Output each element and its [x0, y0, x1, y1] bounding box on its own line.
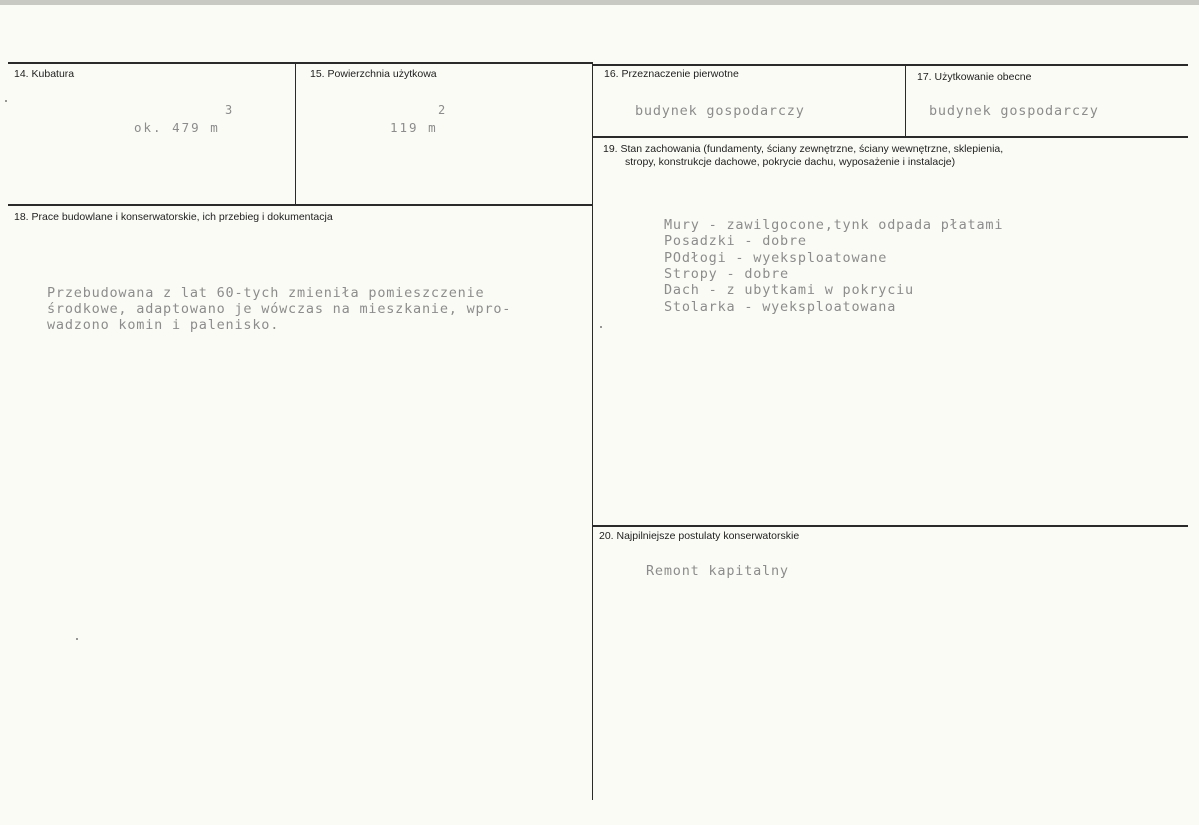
- vline-14-15: [295, 63, 296, 204]
- field-19-line: Stropy - dobre: [664, 266, 789, 282]
- field-17-value: budynek gospodarczy: [929, 103, 1099, 119]
- divider-f20: [593, 525, 1188, 527]
- scan-speck: [76, 638, 78, 640]
- divider-top-right: [593, 64, 1188, 66]
- field-14-label: 14. Kubatura: [14, 68, 75, 80]
- scan-top-edge: [0, 0, 1199, 5]
- field-17-label: 17. Użytkowanie obecne: [917, 71, 1032, 83]
- field-18-label: 18. Prace budowlane i konserwatorskie, ich przebieg i dokumentacja: [14, 211, 333, 223]
- field-19-label-line2: stropy, konstrukcje dachowe, pokrycie dachu, wyposażenie i instalacje): [625, 156, 956, 168]
- field-18-line: środkowe, adaptowano je wówczas na mieszkanie, wpro-: [47, 301, 512, 317]
- field-15-label: 15. Powierzchnia użytkowa: [310, 68, 437, 80]
- field-19-line: Posadzki - dobre: [664, 233, 807, 249]
- field-15-exponent: 2: [438, 103, 446, 117]
- field-19-line: Mury - zawilgocone,tynk odpada płatami: [664, 217, 1004, 233]
- field-18-line: wadzono komin i palenisko.: [47, 317, 280, 333]
- divider-top-left: [8, 62, 593, 64]
- field-19-line: Dach - z ubytkami w pokryciu: [664, 282, 914, 298]
- field-19-line: POdłogi - wyeksploatowane: [664, 250, 888, 266]
- field-15-value: 119 m: [390, 120, 438, 135]
- divider-row2-left: [8, 204, 593, 206]
- field-16-value: budynek gospodarczy: [635, 103, 805, 119]
- field-20-value: Remont kapitalny: [646, 563, 789, 579]
- vline-16-17: [905, 65, 906, 136]
- field-14-exponent: 3: [225, 103, 233, 117]
- field-20-label: 20. Najpilniejsze postulaty konserwatorskie: [599, 530, 800, 542]
- field-18-line: Przebudowana z lat 60-tych zmieniła pomieszczenie: [47, 285, 485, 301]
- scan-speck: [600, 326, 602, 328]
- field-19-line: Stolarka - wyeksploatowana: [664, 299, 897, 315]
- field-19-label-line1: 19. Stan zachowania (fundamenty, ściany zewnętrzne, ściany wewnętrzne, sklepienia,: [603, 143, 1004, 155]
- vline-center: [592, 63, 593, 800]
- divider-f19: [593, 136, 1188, 138]
- field-16-label: 16. Przeznaczenie pierwotne: [604, 68, 739, 80]
- scan-speck: [5, 100, 7, 102]
- field-14-value: ok. 479 m: [134, 120, 220, 135]
